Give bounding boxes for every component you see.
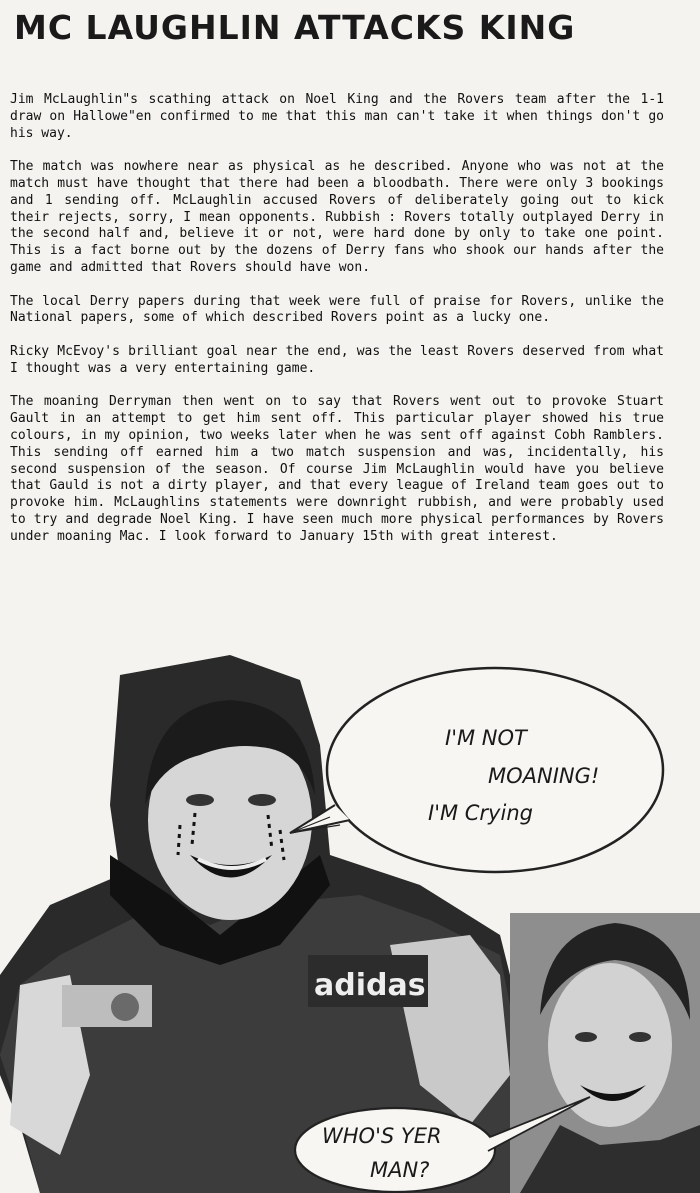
paragraph-5: The moaning Derryman then went on to say that Rovers went out to provoke Stuart Gault in an attempt to get him sent off. This particular player showed his true colours, in my opinion, two weeks later when he was sent off against Cobh Ramblers. This sending off earned him a two match suspension and was, incidentally, his second suspension of the season. Of course Jim McLaughlin would have you believe that Gauld is not a dirty player, and that every league of Ireland team goes out to provoke him. McLaughlins statements were downright rubbish, and were probably used to try and degrade Noel King. I have seen much more physical performances by Rovers under moaning Mac. I look forward to January 15th with great interest. bbox=[10, 394, 664, 544]
small-bubble-line-1: WHO'S YER bbox=[322, 1124, 442, 1148]
bubble-line-1: I'M NOT bbox=[445, 726, 527, 750]
paragraph-3: The local Derry papers during that week were full of praise for Rovers, unlike the National papers, some of which described Rovers point as a lucky one. bbox=[10, 293, 664, 326]
speech-bubble-main bbox=[290, 668, 663, 872]
paragraph-2: The match was nowhere near as physical as he described. Anyone who was not at the match must have thought that there had been a bloodbath. There were only 3 bookings and 1 sending off. McLaughlin accused Rovers of deliberately going out to kick their rejects, sorry, I mean opponents. Rubbish : Rovers totally outplayed Derry in the second half and, believe it or not, were hard done by only to take one point. This is a fact borne out by the dozens of Derry fans who shook our hands after the game and admitted that Rovers should have won. bbox=[10, 159, 664, 275]
article-body bbox=[10, 92, 664, 562]
photo-collage bbox=[0, 655, 700, 1193]
paragraph-1: Jim McLaughlin"s scathing attack on Noel King and the Rovers team after the 1-1 draw on Hallowe"en confirmed to me that this man can't take it when things don't go his way. bbox=[10, 92, 664, 141]
player-photo bbox=[510, 913, 700, 1193]
bubble-line-2: MOANING! bbox=[488, 764, 600, 788]
paragraph-4: Ricky McEvoy's brilliant goal near the end, was the least Rovers deserved from what I thought was a very entertaining game. bbox=[10, 343, 664, 376]
bubble-line-3: I'M Crying bbox=[428, 801, 533, 825]
jacket-logo-text: adidas bbox=[314, 968, 426, 1003]
headline: MC LAUGHLIN ATTACKS KING bbox=[14, 8, 576, 47]
small-bubble-line-2: MAN? bbox=[370, 1158, 430, 1182]
